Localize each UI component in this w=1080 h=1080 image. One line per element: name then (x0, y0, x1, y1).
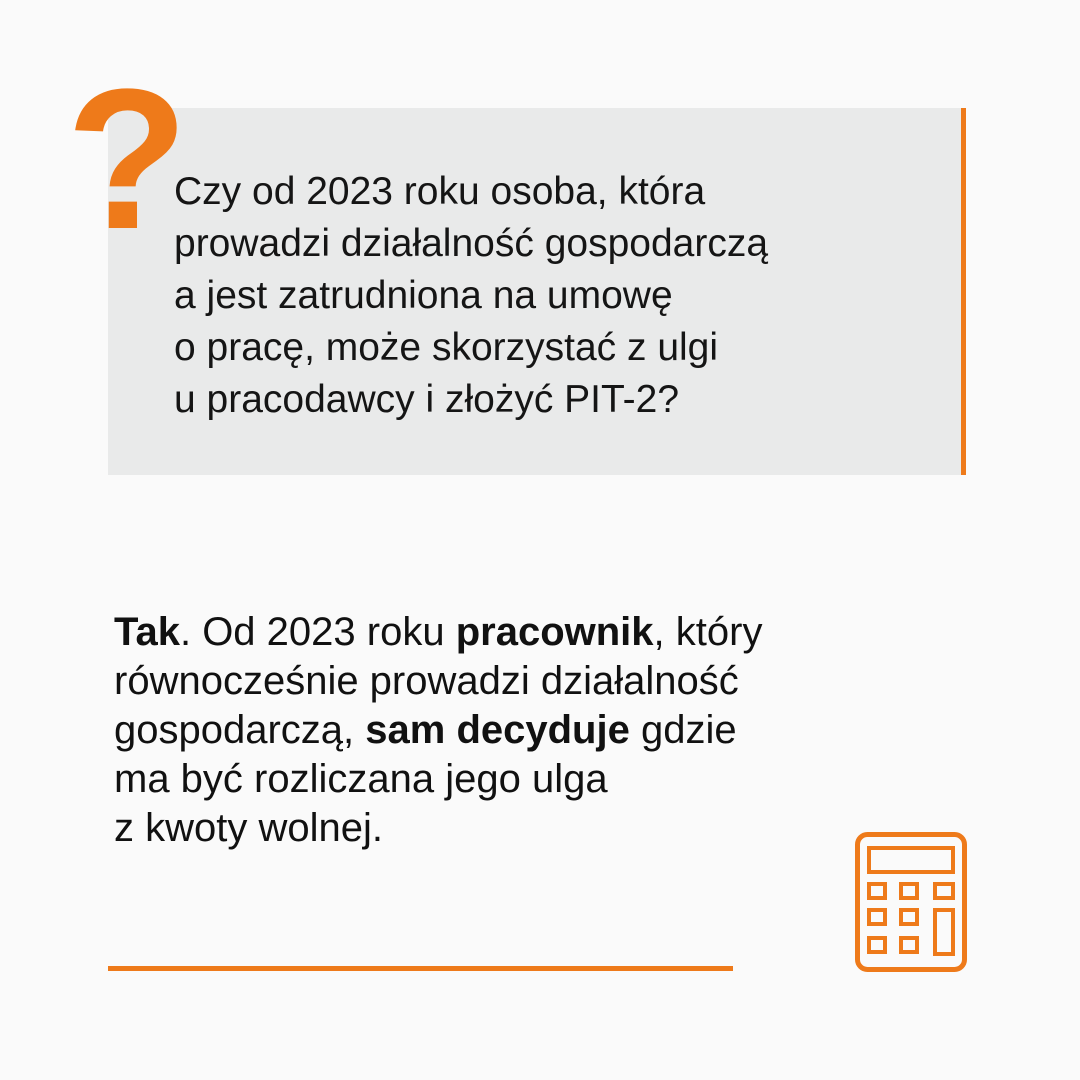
question-line-4: o pracę, może skorzystać z ulgi (174, 326, 719, 369)
answer-employee: pracownik (455, 610, 654, 654)
question-line-1: Czy od 2023 roku osoba, która (174, 170, 706, 213)
calculator-icon (855, 832, 967, 972)
question-line-5: u pracodawcy i złożyć PIT-2? (174, 378, 680, 421)
answer-text (114, 608, 894, 853)
accent-divider (108, 966, 733, 971)
question-mark-icon: ? (66, 48, 189, 271)
answer-line-3-text-a: gospodarczą, (114, 708, 366, 752)
answer-line-1-text-b: , który (653, 610, 763, 654)
answer-line-2: równocześnie prowadzi działalność (114, 659, 739, 703)
question-line-3: a jest zatrudniona na umowę (174, 274, 673, 317)
answer-line-5: z kwoty wolnej. (114, 806, 383, 850)
answer-yes: Tak (114, 610, 180, 654)
answer-decides: sam decyduje (365, 708, 630, 752)
answer-line-4: ma być rozliczana jego ulga (114, 757, 608, 801)
answer-line-3 (114, 706, 894, 755)
question-text (174, 166, 934, 426)
answer-line-1 (114, 608, 894, 657)
answer-line-1-text-a: . Od 2023 roku (179, 610, 456, 654)
answer-line-3-text-b: gdzie (629, 708, 737, 752)
question-line-2: prowadzi działalność gospodarczą (174, 222, 769, 265)
